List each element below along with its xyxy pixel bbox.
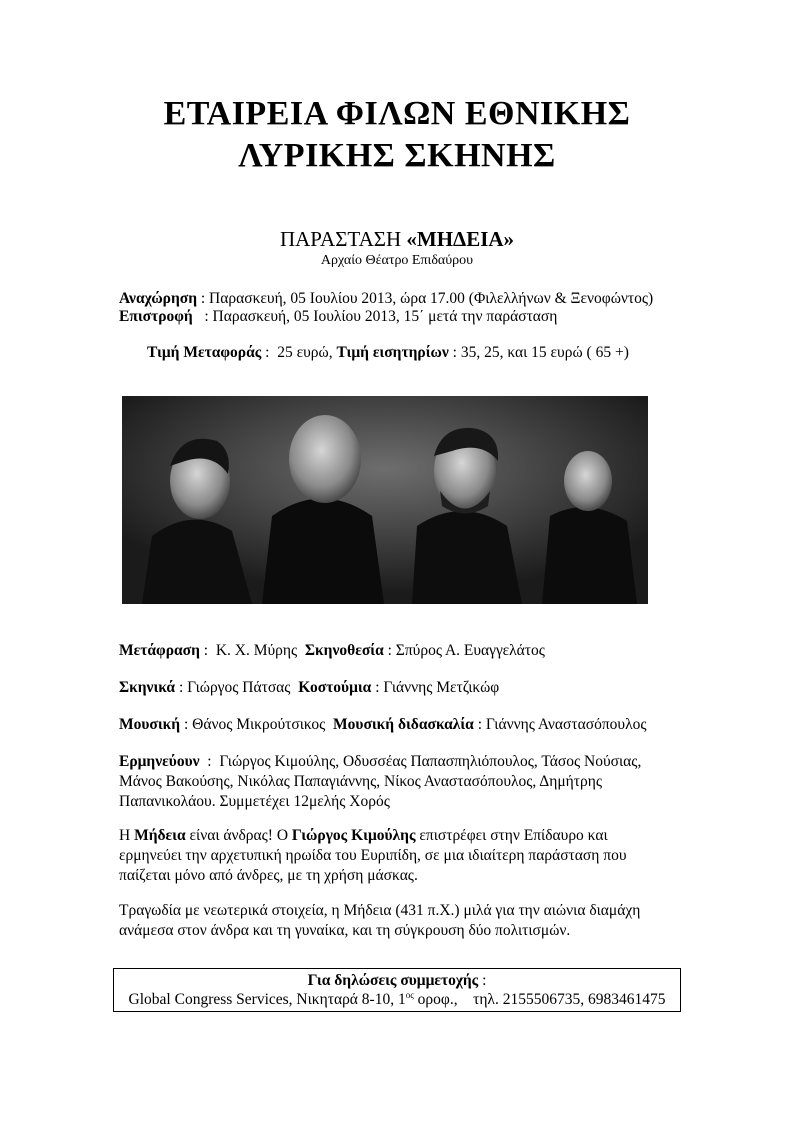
cast-photo bbox=[122, 396, 648, 604]
music-line bbox=[119, 715, 647, 735]
costumes-text: : Γιάννης Μετζικώφ bbox=[371, 679, 500, 696]
cast-photo-illustration bbox=[122, 396, 648, 604]
page-title-line-2: ΛΥΡΙΚΗΣ ΣΚΗΝΗΣ bbox=[238, 137, 556, 174]
page-title-line-1: ΕΤΑΙΡΕΙΑ ΦΙΛΩΝ ΕΘΝΙΚΗΣ bbox=[163, 95, 631, 132]
desc-p1-e: επιστρέφει στην Επίδαυρο και bbox=[415, 827, 608, 844]
costumes-label: Κοστούμια bbox=[298, 679, 372, 696]
desc-p1-a: Η bbox=[119, 827, 135, 844]
event-prefix: ΠΑΡΑΣΤΑΣΗ bbox=[279, 227, 407, 251]
translation-text: : Κ. Χ. Μύρης bbox=[199, 642, 305, 659]
cast-text-1: : Γιώργος Κιμούλης, Οδυσσέας Παπασπηλιόπουλος, Τάσος Νούσιας, bbox=[199, 753, 642, 770]
contact-box bbox=[113, 968, 681, 1012]
sets-label: Σκηνικά bbox=[119, 679, 176, 696]
contact-line-b: οροφ., τηλ. 2155506735, 6983461475 bbox=[413, 991, 666, 1008]
event-title bbox=[0, 226, 794, 252]
contact-details bbox=[114, 990, 680, 1009]
desc-p1-medea: Μήδεια bbox=[134, 827, 186, 844]
departure-line bbox=[119, 289, 653, 309]
contact-line-a: Global Congress Services, Νικηταρά 8-10, 1 bbox=[128, 991, 406, 1008]
ticket-price-text: : 35, 25, και 15 ευρώ ( 65 +) bbox=[448, 344, 629, 361]
music-teaching-label: Μουσική διδασκαλία bbox=[333, 716, 474, 733]
translation-direction-line bbox=[119, 641, 545, 661]
desc-p1-actor: Γιώργος Κιμούλης bbox=[291, 827, 416, 844]
music-teaching-text: : Γιάννης Αναστασόπουλος bbox=[473, 716, 647, 733]
event-name: «ΜΗΔΕΙΑ» bbox=[406, 227, 515, 251]
sets-text: : Γιώργος Πάτσας bbox=[175, 679, 299, 696]
translation-label: Μετάφραση bbox=[119, 642, 200, 659]
return-text: : Παρασκευή, 05 Ιουλίου 2013, 15΄ μετά την παράσταση bbox=[192, 308, 558, 325]
description-p1-line-1 bbox=[119, 826, 608, 846]
description-p1-line-3: παίζεται μόνο από άνδρες, με τη χρήση μάσκας. bbox=[119, 867, 418, 884]
description-p1-line-2: ερμηνεύει την αρχετυπική ηρωίδα του Ευριπίδη, σε μια ιδιαίτερη παράσταση που bbox=[119, 847, 627, 864]
music-text: : Θάνος Μικρούτσικος bbox=[180, 716, 334, 733]
contact-heading-suffix: : bbox=[478, 972, 487, 989]
price-line bbox=[147, 343, 629, 363]
cast-label: Ερμηνεύουν bbox=[119, 753, 200, 770]
contact-floor-sup: ος bbox=[405, 989, 414, 1000]
description-p2-line-1: Τραγωδία με νεωτερικά στοιχεία, η Μήδεια (431 π.Χ.) μιλά για την αιώνια διαμάχη bbox=[119, 902, 641, 919]
contact-heading bbox=[114, 971, 680, 990]
departure-text: : Παρασκευή, 05 Ιουλίου 2013, ώρα 17.00 (Φιλελλήνων & Ξενοφώντος) bbox=[197, 290, 654, 307]
transport-price-label: Τιμή Μεταφοράς bbox=[147, 344, 262, 361]
departure-label: Αναχώρηση bbox=[119, 290, 197, 307]
desc-p1-c: είναι άνδρας! Ο bbox=[185, 827, 292, 844]
cast-line-1 bbox=[119, 752, 641, 772]
cast-line-3: Παπανικολάου. Συμμετέχει 12μελής Χορός bbox=[119, 793, 390, 810]
direction-label: Σκηνοθεσία bbox=[304, 642, 384, 659]
direction-text: : Σπύρος Α. Ευαγγελάτος bbox=[383, 642, 545, 659]
music-label: Μουσική bbox=[119, 716, 181, 733]
ticket-price-label: Τιμή εισητηρίων bbox=[336, 344, 449, 361]
transport-price-text: : 25 ευρώ, bbox=[261, 344, 337, 361]
sets-costumes-line bbox=[119, 678, 499, 698]
return-label: Επιστροφή bbox=[119, 308, 193, 325]
cast-line-2: Μάνος Βακούσης, Νικόλας Παπαγιάννης, Νίκος Αναστασόπουλος, Δημήτρης bbox=[119, 773, 602, 790]
contact-heading-label: Για δηλώσεις συμμετοχής bbox=[307, 972, 479, 989]
event-venue: Αρχαίο Θέατρο Επιδαύρου bbox=[320, 253, 474, 268]
description-p2-line-2: ανάμεσα στον άνδρα και τη γυναίκα, και τη σύγκρουση δύο πολιτισμών. bbox=[119, 922, 571, 939]
return-line bbox=[119, 307, 557, 327]
